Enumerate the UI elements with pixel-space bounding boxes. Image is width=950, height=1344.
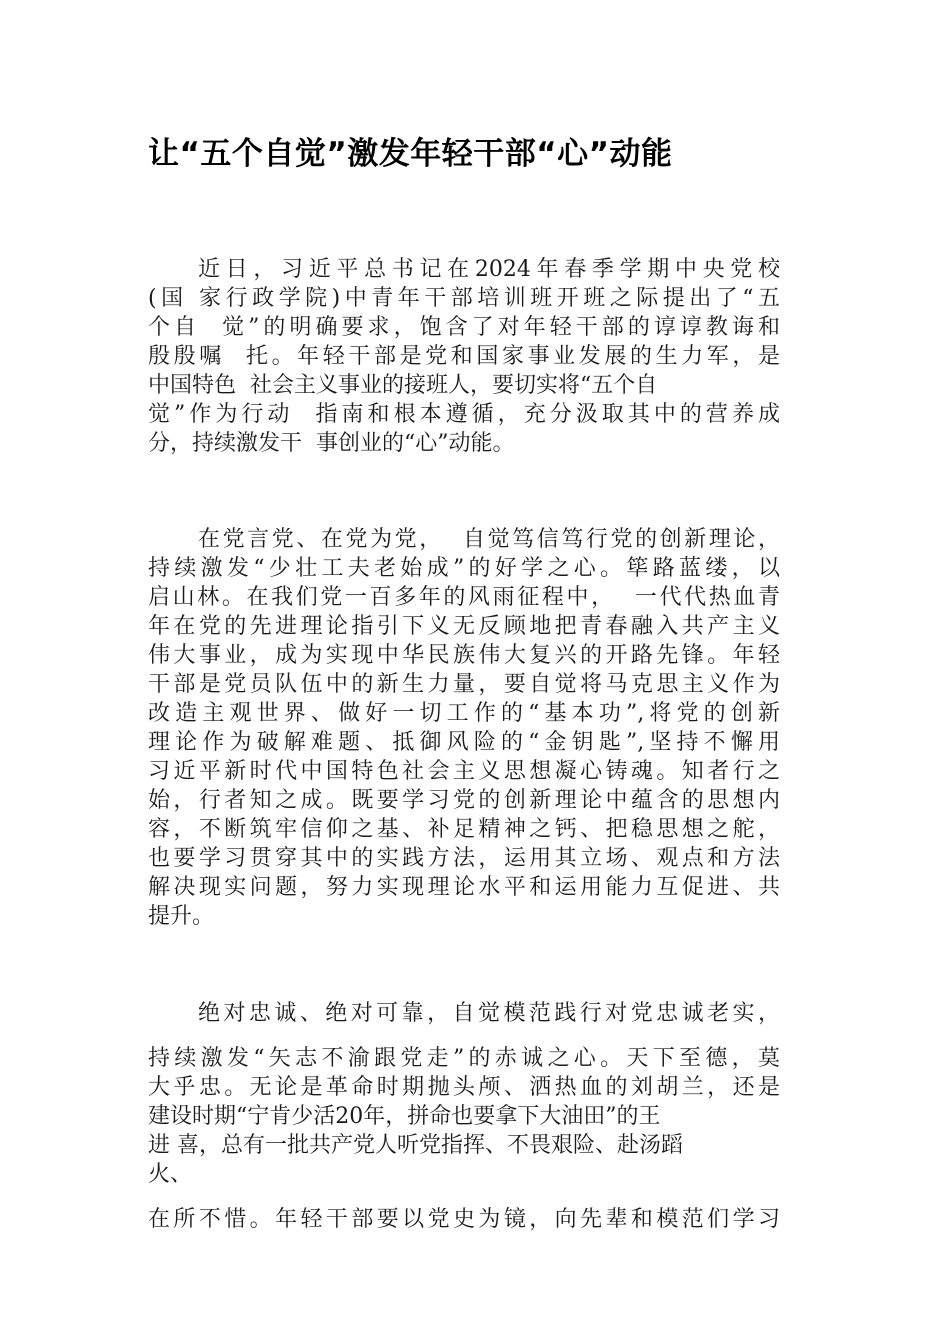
paragraph-line: 改造主观世界、做好一切工作的“基本功”,将党的创新 (148, 701, 780, 726)
paragraph-line: 殷殷嘱 托。年轻干部是党和国家事业发展的生力军，是 (148, 344, 780, 369)
paragraph-line: 持续激发“矢志不渝跟党走”的赤诚之心。天下至德，莫 (148, 1046, 780, 1071)
paragraph-line: 分，持续激发干 事创业的“心”动能。 (148, 431, 515, 456)
paragraph-line: 大乎忠。无论是革命时期抛头颅、洒热血的刘胡兰，还是 (148, 1075, 780, 1100)
paragraph-line: 个自 觉”的明确要求，饱含了对年轻干部的谆谆教诲和 (148, 315, 780, 340)
paragraph-line: 持续激发“少壮工夫老始成”的好学之心。筚路蓝缕，以 (148, 556, 780, 581)
paragraph-line: 干部是党员队伍中的新生力量，要自觉将马克思主义作为 (148, 672, 780, 697)
paragraph-line: 伟大事业，成为实现中华民族伟大复兴的开路先锋。年轻 (148, 643, 780, 668)
paragraph-line: 也要学习贯穿其中的实践方法，运用其立场、观点和方法 (148, 846, 780, 871)
paragraph-line: 觉”作为行动 指南和根本遵循，充分汲取其中的营养成 (148, 402, 780, 427)
paragraph-line: 近日，习近平总书记在2024年春季学期中央党校 (198, 257, 780, 282)
paragraph-line: (国 家行政学院)中青年干部培训班开班之际提出了“五 (148, 286, 780, 311)
paragraph-line: 解决现实问题，努力实现理论水平和运用能力互促进、共 (148, 875, 780, 900)
paragraph-line: 绝对忠诚、绝对可靠，自觉模范践行对党忠诚老实， (198, 1001, 780, 1026)
paragraph-line: 中国特色 社会主义事业的接班人，要切实将“五个自 (148, 373, 658, 398)
paragraph-line: 在党言党、在党为党， 自觉笃信笃行党的创新理论， (198, 527, 780, 552)
paragraph-line: 启山林。在我们党一百多年的风雨征程中， 一代代热血青 (148, 585, 780, 610)
paragraph-line: 提升。 (148, 904, 215, 929)
paragraph-line: 火、 (148, 1162, 193, 1187)
paragraph-line: 容，不断筑牢信仰之基、补足精神之钙、把稳思想之舵， (148, 817, 780, 842)
paragraph-line: 进 喜，总有一批共产党人听党指挥、不畏艰险、赴汤蹈 (148, 1133, 683, 1158)
document-title: 让“五个自觉”激发年轻干部“心”动能 (148, 136, 673, 172)
paragraph-line: 在所不惜。年轻干部要以党史为镜，向先辈和模范们学习 (148, 1207, 780, 1232)
paragraph-line: 建设时期“宁肯少活20年，拼命也要拿下大油田”的王 (148, 1104, 661, 1129)
paragraph-line: 始，行者知之成。既要学习党的创新理论中蕴含的思想内 (148, 788, 780, 813)
paragraph-line: 理论作为破解难题、抵御风险的“金钥匙”,坚持不懈用 (148, 730, 780, 755)
paragraph-line: 习近平新时代中国特色社会主义思想凝心铸魂。知者行之 (148, 759, 780, 784)
paragraph-line: 年在党的先进理论指引下义无反顾地把青春融入共产主义 (148, 614, 780, 639)
